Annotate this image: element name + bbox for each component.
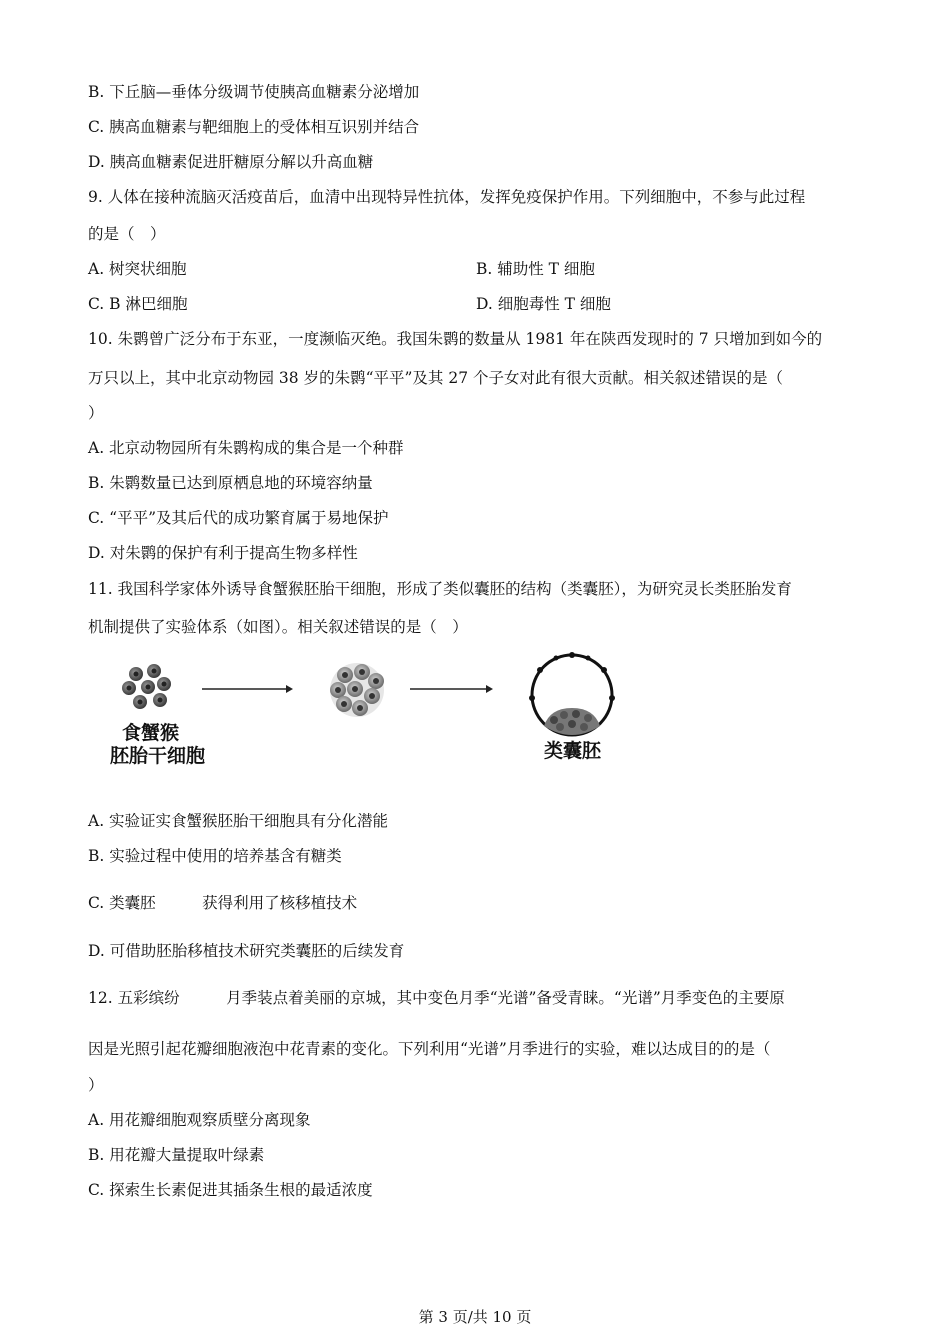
q9-option-d: D. 细胞毒性 T 细胞 [476, 295, 611, 313]
q12-option-a: A. 用花瓣细胞观察质壁分离现象 [88, 1111, 311, 1129]
q9-stem-line2: 的是（ ） [88, 225, 166, 243]
q10-option-a: A. 北京动物园所有朱鹮构成的集合是一个种群 [88, 439, 404, 457]
q10-stem-line1: 10. 朱鹮曾广泛分布于东亚，一度濒临灭绝。我国朱鹮的数量从 1981 年在陕西发现时的 7 只增加到如今的 [88, 330, 823, 348]
q11-option-b: B. 实验过程中使用的培养基含有糖类 [88, 847, 342, 865]
q11-stem-line2: 机制提供了实验体系（如图）。相关叙述错误的是（ ） [88, 618, 468, 636]
stem-cells-icon [122, 664, 171, 709]
q11-option-a: A. 实验证实食蟹猴胚胎干细胞具有分化潜能 [88, 812, 389, 830]
cell-cluster-icon [330, 663, 384, 717]
q12-stem-line3: ） [88, 1076, 104, 1094]
q9-option-a: A. 树突状细胞 [88, 260, 187, 278]
q8-option-d: D. 胰高血糖素促进肝糖原分解以升高血糖 [88, 153, 374, 171]
q10-option-d: D. 对朱鹮的保护有利于提高生物多样性 [88, 544, 358, 562]
q9-stem-line1: 9. 人体在接种流脑灭活疫苗后，血清中出现特异性抗体，发挥免疫保护作用。下列细胞中，不参与此过程 [88, 188, 806, 206]
q11-stem-line1: 11. 我国科学家体外诱导食蟹猴胚胎干细胞，形成了类似囊胚的结构（类囊胚），为研究灵长类胚胎发育 [88, 580, 792, 598]
q8-option-c: C. 胰高血糖素与靶细胞上的受体相互识别并结合 [88, 118, 420, 136]
figure-label-monkey: 食蟹猴 [122, 722, 180, 744]
q10-stem-line3: ） [88, 404, 104, 422]
q9-option-b: B. 辅助性 T 细胞 [476, 260, 595, 278]
q9-option-c: C. B 淋巴细胞 [88, 295, 188, 313]
arrow-right-icon [410, 685, 493, 693]
q10-stem-line2: 万只以上，其中北京动物园 38 岁的朱鹮“平平”及其 27 个子女对此有很大贡献。相关叙述错误的是（ [88, 369, 784, 387]
q10-option-c: C. “平平”及其后代的成功繁育属于易地保护 [88, 509, 389, 527]
q12-option-b: B. 用花瓣大量提取叶绿素 [88, 1146, 265, 1164]
page-footer: 第 3 页/共 10 页 [418, 1308, 532, 1326]
q12-stem-line1: 12. 五彩缤纷 月季装点着美丽的京城，其中变色月季“光谱”备受青睐。“光谱”月季变色的主要原 [88, 989, 785, 1007]
q10-option-b: B. 朱鹮数量已达到原栖息地的环境容纳量 [88, 474, 373, 492]
q11-option-d: D. 可借助胚胎移植技术研究类囊胚的后续发育 [88, 942, 405, 960]
q12-option-c: C. 探索生长素促进其插条生根的最适浓度 [88, 1181, 373, 1199]
q12-stem-line2: 因是光照引起花瓣细胞液泡中花青素的变化。下列利用“光谱”月季进行的实验，难以达成目的的是（ [88, 1040, 771, 1058]
q8-option-b: B. 下丘脑—垂体分级调节使胰高血糖素分泌增加 [88, 83, 420, 101]
blastoid-diagram [100, 648, 640, 773]
blastoid-icon [529, 652, 615, 735]
figure-label-stem-cells: 胚胎干细胞 [110, 745, 206, 767]
figure-label-blastoid: 类囊胚 [544, 740, 602, 762]
q11-option-c: C. 类囊胚 获得利用了核移植技术 [88, 894, 358, 912]
arrow-right-icon [202, 685, 293, 693]
